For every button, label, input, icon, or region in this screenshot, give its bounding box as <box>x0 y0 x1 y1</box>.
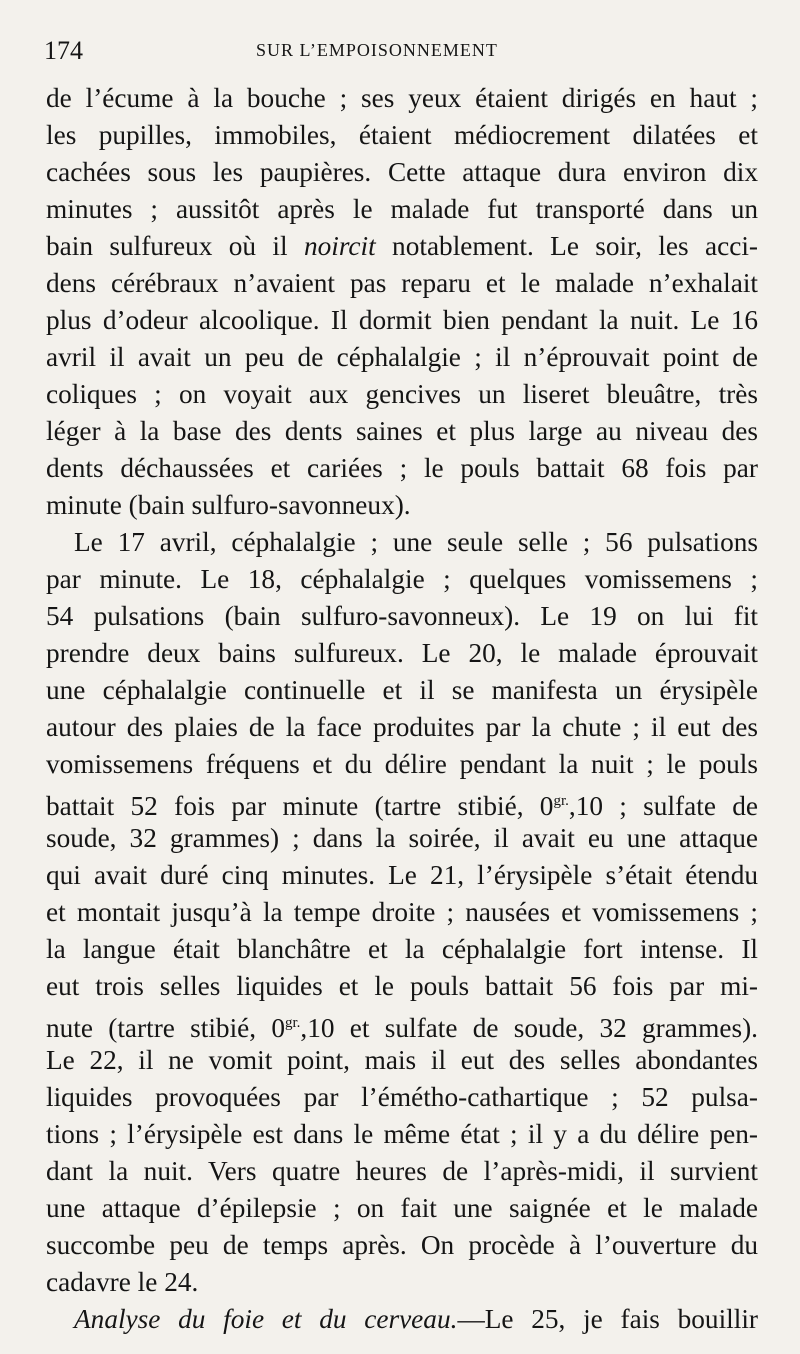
text-line <box>46 783 758 820</box>
text-line: eut trois selles liquides et le pouls battait 56 fois par mi- <box>46 971 758 1001</box>
text-line: autour des plaies de la face produites par la chute ; il eut des <box>46 712 758 742</box>
text-line: 54 pulsations (bain sulfuro-savonneux). Le 19 on lui fit <box>46 601 758 631</box>
text-line: une attaque d’épilepsie ; on fait une saignée et le malade <box>46 1193 758 1223</box>
running-head: SUR L’EMPOISONNEMENT <box>256 40 498 60</box>
text-line: vomissemens fréquens et du délire pendant la nuit ; le pouls <box>46 749 758 779</box>
text-line: et montait jusqu’à la tempe droite ; nausées et vomissemens ; <box>46 897 758 927</box>
text-line: tions ; l’érysipèle est dans le même état ; il y a du délire pen- <box>46 1119 758 1149</box>
text-line: qui avait duré cinq minutes. Le 21, l’érysipèle s’était étendu <box>46 860 758 890</box>
text-segment: notablement. Le soir, les acci- <box>375 231 758 261</box>
text-line: prendre deux bains sulfureux. Le 20, le malade éprouvait <box>46 638 758 668</box>
text-line: coliques ; on voyait aux gencives un liseret bleuâtre, très <box>46 379 758 409</box>
text-line: dens cérébraux n’avaient pas reparu et le malade n’exhalait <box>46 268 758 298</box>
text-line <box>46 1005 758 1042</box>
text-line: léger à la base des dents saines et plus large au niveau des <box>46 416 758 446</box>
text-line: cadavre le 24. <box>46 1267 199 1297</box>
text-line: soude, 32 grammes) ; dans la soirée, il avait eu une attaque <box>46 823 758 853</box>
text-line: Le 22, il ne vomit point, mais il eut des selles abondantes <box>46 1045 758 1075</box>
text-line: les pupilles, immobiles, étaient médiocrement dilatées et <box>46 120 758 150</box>
superscript: gr. <box>285 1015 301 1031</box>
page-number: 174 <box>44 36 83 65</box>
text-line: par minute. Le 18, céphalalgie ; quelques vomissemens ; <box>46 564 758 594</box>
text-line: plus d’odeur alcoolique. Il dormit bien pendant la nuit. Le 16 <box>46 305 758 335</box>
text-line: cachées sous les paupières. Cette attaque dura environ dix <box>46 157 758 187</box>
text-line <box>46 228 758 265</box>
text-line: une céphalalgie continuelle et il se manifesta un érysipèle <box>46 675 758 705</box>
italic-word: noircit <box>303 231 376 261</box>
text-segment: nute (tartre stibié, 0 <box>46 1013 285 1043</box>
text-segment: ,10 ; sulfate de <box>568 791 758 821</box>
text-line: Le 17 avril, céphalalgie ; une seule selle ; 56 pulsations <box>74 527 758 557</box>
section-heading: Analyse du foie et du cerveau. <box>74 1304 458 1334</box>
text-line: minutes ; aussitôt après le malade fut transporté dans un <box>46 194 758 224</box>
text-line: dant la nuit. Vers quatre heures de l’après-midi, il survient <box>46 1156 758 1186</box>
text-line: avril il avait un peu de céphalalgie ; il n’éprouvait point de <box>46 342 758 372</box>
text-segment: ,10 et sulfate de soude, 32 grammes). <box>300 1013 758 1043</box>
text-segment: —Le 25, je fais bouillir <box>457 1304 758 1334</box>
text-segment: bain sulfureux où il <box>46 231 304 261</box>
superscript: gr. <box>553 793 569 809</box>
text-line: liquides provoquées par l’émétho-cathartique ; 52 pulsa- <box>46 1082 758 1112</box>
text-line <box>74 1301 758 1338</box>
text-line: dents déchaussées et cariées ; le pouls battait 68 fois par <box>46 453 758 483</box>
text-segment: battait 52 fois par minute (tartre stibié, 0 <box>46 791 554 821</box>
text-line: minute (bain sulfuro-savonneux). <box>46 490 411 520</box>
text-line: la langue était blanchâtre et la céphalalgie fort intense. Il <box>46 934 758 964</box>
text-line: succombe peu de temps après. On procède à l’ouverture du <box>46 1230 758 1260</box>
page-header <box>44 32 756 68</box>
text-line: de l’écume à la bouche ; ses yeux étaient dirigés en haut ; <box>46 83 758 113</box>
